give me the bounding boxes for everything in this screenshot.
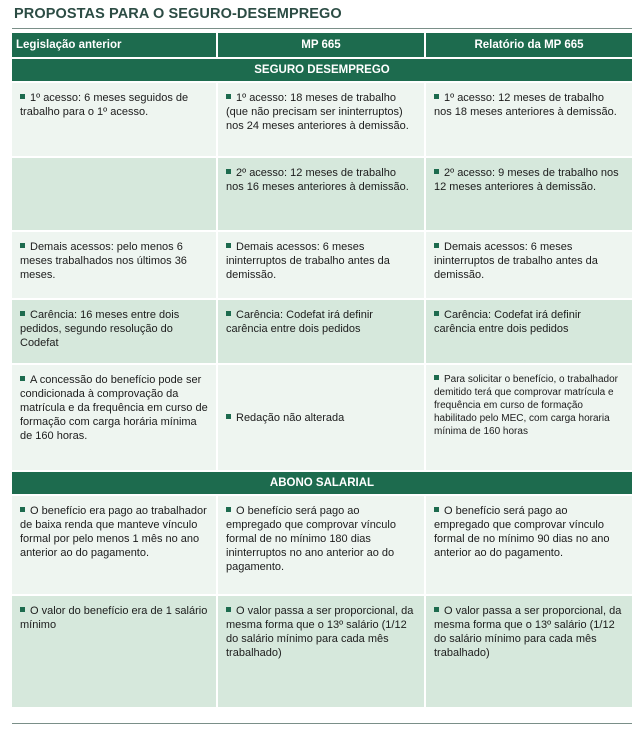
bullet-icon — [226, 311, 231, 316]
table-cell: O benefício era pago ao trabalhador de baixa renda que manteve vínculo formal por pelo menos 1 mês no ano anterior ao do pagamento. — [12, 495, 217, 595]
table-cell: 1º acesso: 6 meses seguidos de trabalho para o 1º acesso. — [12, 82, 217, 157]
table-cell: Carência: 16 meses entre dois pedidos, segundo resolução do Codefat — [12, 299, 217, 364]
bullet-icon — [226, 169, 231, 174]
table-cell: Demais acessos: 6 meses ininterruptos de trabalho antes da demissão. — [425, 231, 632, 299]
table-cell: O valor passa a ser proporcional, da mesma forma que o 13º salário (1/12 do salário mínimo para cada mês trabalhado) — [217, 595, 425, 707]
table-cell: O benefício será pago ao empregado que comprovar vínculo formal de no mínimo 90 dias no ano anterior ao do pagamento. — [425, 495, 632, 595]
bottom-divider — [12, 723, 632, 724]
bullet-icon — [20, 376, 25, 381]
header-mp-665: MP 665 — [217, 33, 425, 58]
bullet-icon — [434, 375, 439, 380]
table-cell: Carência: Codefat irá definir carência entre dois pedidos — [425, 299, 632, 364]
table-cell: Carência: Codefat irá definir carência entre dois pedidos — [217, 299, 425, 364]
table-cell: A concessão do benefício pode ser condicionada à comprovação da matrícula e da frequência em curso de formação com carga horária mínima de 160 horas. — [12, 364, 217, 471]
bullet-icon — [226, 243, 231, 248]
header-relatorio-mp-665: Relatório da MP 665 — [425, 33, 632, 58]
section-row — [12, 471, 632, 495]
bullet-icon — [226, 94, 231, 99]
bullet-icon — [20, 94, 25, 99]
bullet-icon — [434, 507, 439, 512]
section-title-seguro-desemprego: SEGURO DESEMPREGO — [12, 58, 632, 82]
page-title: PROPOSTAS PARA O SEGURO-DESEMPREGO — [14, 6, 342, 22]
table-row — [12, 231, 632, 299]
table-cell: O valor do benefício era de 1 salário mínimo — [12, 595, 217, 707]
bullet-icon — [434, 311, 439, 316]
bullet-icon — [20, 607, 25, 612]
table-row — [12, 299, 632, 364]
bullet-icon — [226, 507, 231, 512]
table-cell: 2º acesso: 9 meses de trabalho nos 12 meses anteriores à demissão. — [425, 157, 632, 231]
table-row — [12, 82, 632, 157]
table-row — [12, 364, 632, 471]
section-title-abono-salarial: ABONO SALARIAL — [12, 471, 632, 495]
section-row — [12, 58, 632, 82]
table-row — [12, 157, 632, 231]
table-cell: O benefício será pago ao empregado que comprovar vínculo formal de no mínimo 180 dias ininterruptos no ano anterior ao do pagamento. — [217, 495, 425, 595]
comparison-table — [12, 33, 632, 707]
table-cell: 1º acesso: 12 meses de trabalho nos 18 meses anteriores à demissão. — [425, 82, 632, 157]
bullet-icon — [434, 607, 439, 612]
table-cell: Redação não alterada — [217, 364, 425, 471]
bullet-icon — [20, 243, 25, 248]
table-cell: Demais acessos: 6 meses ininterruptos de trabalho antes da demissão. — [217, 231, 425, 299]
bullet-icon — [434, 94, 439, 99]
title-divider — [12, 28, 632, 29]
table-row — [12, 595, 632, 707]
bullet-icon — [20, 507, 25, 512]
header-legislacao-anterior: Legislação anterior — [12, 33, 217, 58]
table-cell: 2º acesso: 12 meses de trabalho nos 16 meses anteriores à demissão. — [217, 157, 425, 231]
bullet-icon — [226, 414, 231, 419]
table-cell: O valor passa a ser proporcional, da mesma forma que o 13º salário (1/12 do salário mínimo para cada mês trabalhado) — [425, 595, 632, 707]
table-cell: 1º acesso: 18 meses de trabalho (que não precisam ser ininterruptos) nos 24 meses anteriores à demissão. — [217, 82, 425, 157]
bullet-icon — [434, 243, 439, 248]
table-cell: Demais acessos: pelo menos 6 meses trabalhados nos últimos 36 meses. — [12, 231, 217, 299]
bullet-icon — [226, 607, 231, 612]
header-row — [12, 33, 632, 58]
table-cell — [12, 157, 217, 231]
table-cell: Para solicitar o benefício, o trabalhador demitido terá que comprovar matrícula e frequência em curso de formação habilitado pelo MEC, com carga horaria mínima de 160 horas — [425, 364, 632, 471]
table-row — [12, 495, 632, 595]
bullet-icon — [20, 311, 25, 316]
bullet-icon — [434, 169, 439, 174]
